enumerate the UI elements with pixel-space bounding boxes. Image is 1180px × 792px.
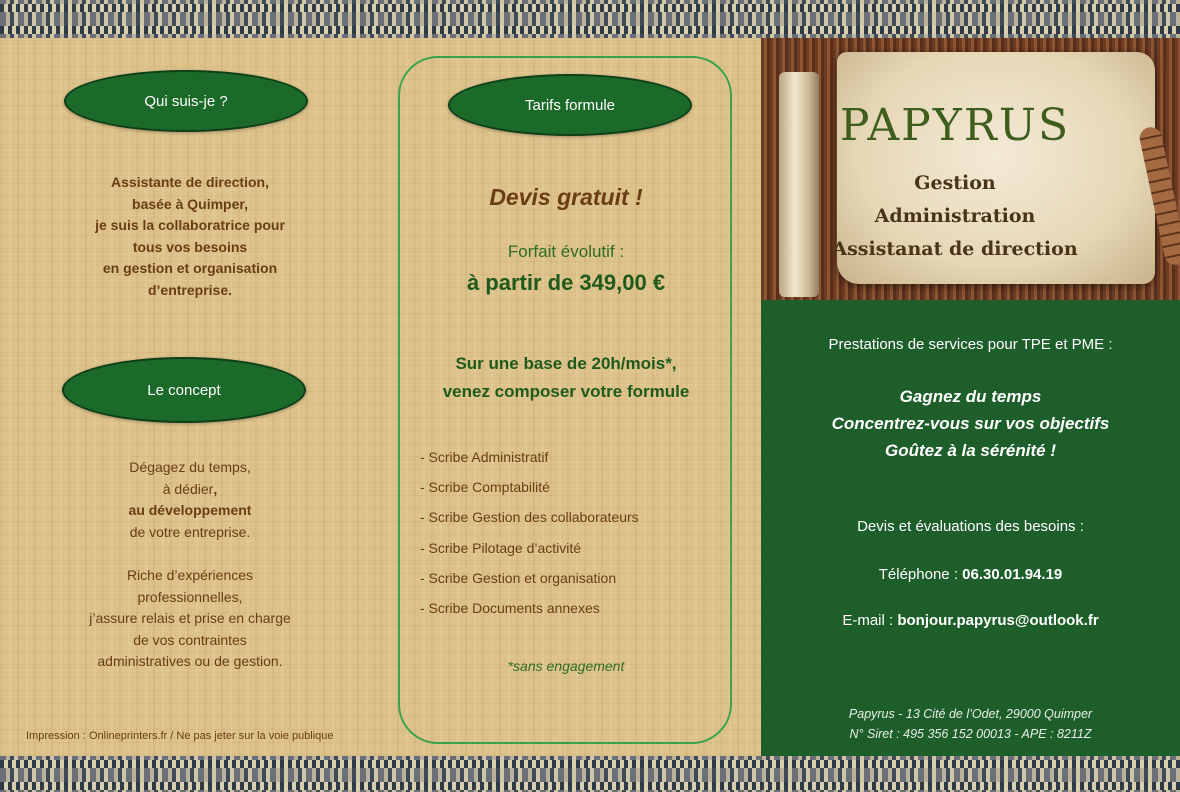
phone-line — [761, 566, 1180, 583]
base-line: Sur une base de 20h/mois*, — [455, 354, 677, 373]
service-item: - Scribe Administratif — [420, 449, 549, 465]
service-item: - Scribe Comptabilité — [420, 479, 550, 496]
service-item: - Scribe Gestion des collaborateurs — [420, 509, 639, 526]
heading-about: Qui suis-je ? — [144, 92, 228, 110]
package-label: Forfait évolutif : — [507, 242, 625, 261]
heading-concept: Le concept — [147, 381, 221, 399]
company-info — [761, 704, 1180, 744]
service-item: - Scribe Gestion et organisation — [420, 569, 617, 586]
intro-text — [40, 172, 340, 301]
free-quote: Devis gratuit ! — [489, 184, 643, 210]
heading-concept-oval — [62, 357, 306, 423]
email-line — [761, 612, 1180, 629]
concept-text — [40, 457, 340, 543]
experience-line: administratives ou de gestion. — [97, 653, 283, 669]
experience-text — [40, 565, 340, 673]
email-label: E-mail : — [842, 612, 898, 629]
decorative-border-top — [0, 0, 1180, 38]
footnote: *sans engagement — [507, 658, 625, 674]
heading-pricing: Tarifs formule — [524, 96, 616, 114]
siret: N° Siret : 495 356 152 00013 - APE : 8211Z — [849, 727, 1092, 741]
intro-line: d’entreprise. — [147, 281, 233, 298]
email-address[interactable]: bonjour.papyrus@outlook.fr — [897, 612, 1099, 629]
base-line: venez composer votre formule — [442, 382, 690, 401]
slogan: Concentrez-vous sur vos objectifs — [831, 414, 1110, 433]
papyrus-banner-image — [761, 38, 1180, 300]
phone-number[interactable]: 06.30.01.94.19 — [962, 566, 1063, 583]
brand-subtitle: Administration — [874, 205, 1036, 227]
service-item: - Scribe Pilotage d’activité — [420, 539, 582, 556]
intro-line: tous vos besoins — [132, 238, 248, 255]
brand-subtitle: Assistanat de direction — [832, 238, 1078, 260]
concept-line: Dégagez du temps, — [129, 459, 251, 475]
quote-intro: Devis et évaluations des besoins : — [857, 518, 1084, 535]
intro-line: en gestion et organisation — [102, 260, 278, 276]
address: Papyrus - 13 Cité de l’Odet, 29000 Quimper — [848, 707, 1093, 721]
concept-line — [40, 479, 340, 501]
concept-comma: , — [213, 480, 218, 497]
price: à partir de 349,00 € — [466, 270, 666, 295]
services-list — [420, 442, 720, 623]
intro-line: je suis la collaboratrice pour — [95, 217, 285, 233]
decorative-border-bottom — [0, 756, 1180, 792]
services-intro: Prestations de services pour TPE et PME : — [828, 336, 1113, 353]
service-item: - Scribe Documents annexes — [420, 600, 600, 617]
slogan: Gagnez du temps — [899, 387, 1042, 406]
concept-line-bold: au développement — [128, 502, 252, 518]
slogans — [761, 383, 1180, 464]
print-note: Impression : Onlineprinters.fr / Ne pas jeter sur la voie publique — [26, 730, 334, 742]
experience-line: professionnelles, — [137, 588, 243, 605]
heading-pricing-oval — [448, 74, 692, 136]
experience-line: Riche d’expériences — [126, 567, 254, 583]
concept-line-text: à dédier — [162, 480, 214, 497]
brand-subtitle: Gestion — [914, 172, 996, 194]
concept-line: de votre entreprise. — [129, 523, 251, 540]
heading-about-oval — [64, 70, 308, 132]
experience-line: de vos contraintes — [133, 631, 247, 648]
base-text — [400, 350, 732, 406]
brand-title: PAPYRUS — [839, 100, 1071, 151]
slogan: Goûtez à la sérénité ! — [885, 441, 1056, 460]
phone-label: Téléphone : — [878, 566, 963, 583]
experience-line: j’assure relais et prise en charge — [89, 610, 291, 626]
intro-line: Assistante de direction, — [111, 174, 269, 190]
intro-line: basée à Quimper, — [132, 195, 248, 212]
